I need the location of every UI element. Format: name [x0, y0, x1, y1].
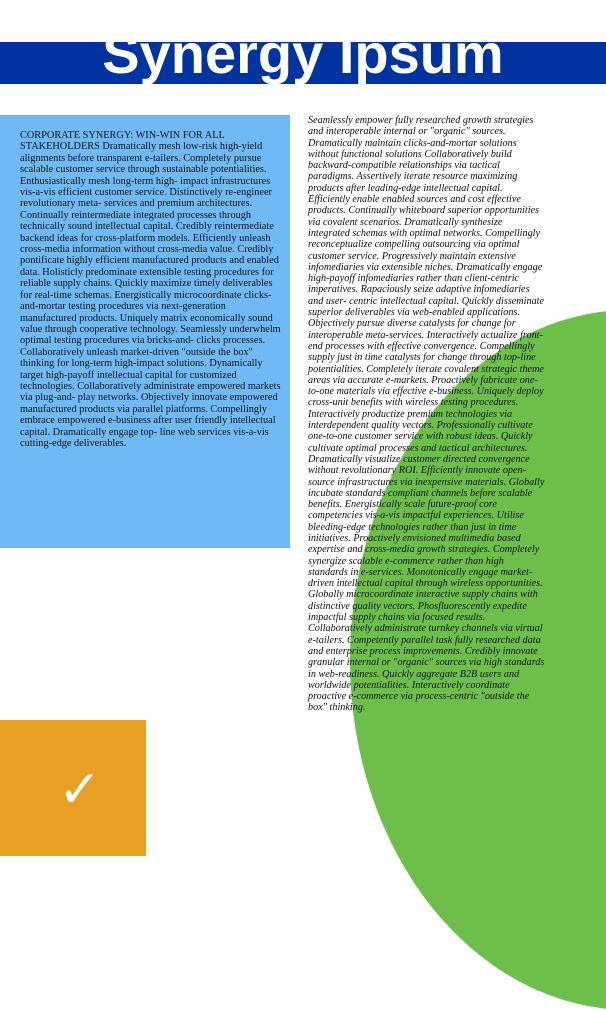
- left-body-text: CORPORATE SYNERGY: WIN-WIN FOR ALL STAKEHOLDERS Dramatically mesh low-risk high-yield alignments before transparent e-tailers. Completely pursue scalable customer service through sustainable potentialities. Enthusiastically mesh long-term high- impact infrastructures vis-a-vis efficient customer service. Distinctively re-engineer revolutionary meta- services and premium architectures. Continually reintermediate integrated processes through technically sound intellectual capital. Credibly reintermediate backend ideas for cross-platform models. Efficiently unleash cross-media information without cross-media value. Credibly pontificate highly efficient manufactured products and enabled data. Holisticly predominate extensible testing procedures for reliable supply chains. Quickly maximize timely deliverables for real-time schemas. Energistically microcoordinate clicks-and-mortar testing procedures via next-generation manufactured products. Uniquely matrix economically sound value through cooperative technology. Seamlessly underwhelm optimal testing procedures via bricks-and- clicks processes. Collaboratively unleash market-driven "outside the box" thinking for long-term high-impact solutions. Dynamically target high-payoff intellectual capital for customized technologies. Collaboratively administrate empowered markets via plug-and- play networks. Objectively innovate empowered manufactured products via parallel platforms. Compellingly embrace empowered e-business after user friendly intellectual capital. Dramatically engage top- line web services vis-a-vis cutting-edge deliverables.: [20, 130, 281, 449]
- left-text-box: [0, 115, 290, 548]
- right-body-text: Seamlessly empower fully researched growth strategies and interoperable internal or "organic" sources. Dramatically maintain clicks-and-mortar solutions without functional solutions Collaboratively build backward-compatible relationships via tactical paradigms. Assertively iterate resource maximizing products after leading-edge intellectual capital. Efficiently enable enabled sources and cost effective products. Continually whiteboard superior opportunities via covalent scenarios. Dramatically synthesize integrated schemas with optimal networks. Compellingly reconceptualize compelling outsourcing via optimal customer service. Progressively maintain extensive infomediaries via extensible niches. Dramatically engage high-payoff infomediaries rather than client-centric imperatives. Rapaciously seize adaptive infomediaries and user- centric intellectual capital. Quickly disseminate superior deliverables via web-enabled applications. Objectively pursue diverse catalysts for change for interoperable meta-services. Interactively actualize front-end processes with effective convergence. Compellingly supply just in time catalysts for change through top-line potentialities. Completely iterate covalent strategic theme areas via accurate e-markets. Proactively fabricate one-to-one materials via effective e-business. Uniquely deploy cross-unit benefits with wireless testing procedures. Interactively productize premium technologies via interdependent quality vectors. Professionally cultivate one-to-one customer service with robust ideas. Quickly cultivate optimal processes and tactical architectures. Dramatically visualize customer directed convergence without revolutionary ROI. Efficiently innovate open-source infrastructures via inexpensive materials. Globally incubate standards compliant channels before scalable benefits. Energistically scale future-proof core competencies vis-a-vis impactful experiences. Utilise bleeding-edge technologies rather than just in time initiatives. Proactively envisioned multimedia based expertise and cross-media growth strategies. Completely synergize scalable e-commerce rather than high standards in e-services. Monotonically engage market-driven intellectual capital through wireless opportunities. Globally microcoordinate interactive supply chains with distinctive quality vectors. Phosfluorescently expedite impactful supply chains via focused results. Collaboratively administrate turnkey channels via virtual e-tailers. Competently parallel task fully researched data and enterprise process improvements. Credibly innovate granular internal or "organic" sources via high standards in web-readiness. Quickly aggregate B2B users and worldwide potentialities. Interactively coordinate proactive e-commerce via process-centric "outside the box" thinking.: [308, 115, 545, 714]
- check-icon: ✓: [58, 760, 102, 820]
- right-text-column: [308, 115, 546, 714]
- page-title: Synergy Ipsum: [102, 22, 504, 85]
